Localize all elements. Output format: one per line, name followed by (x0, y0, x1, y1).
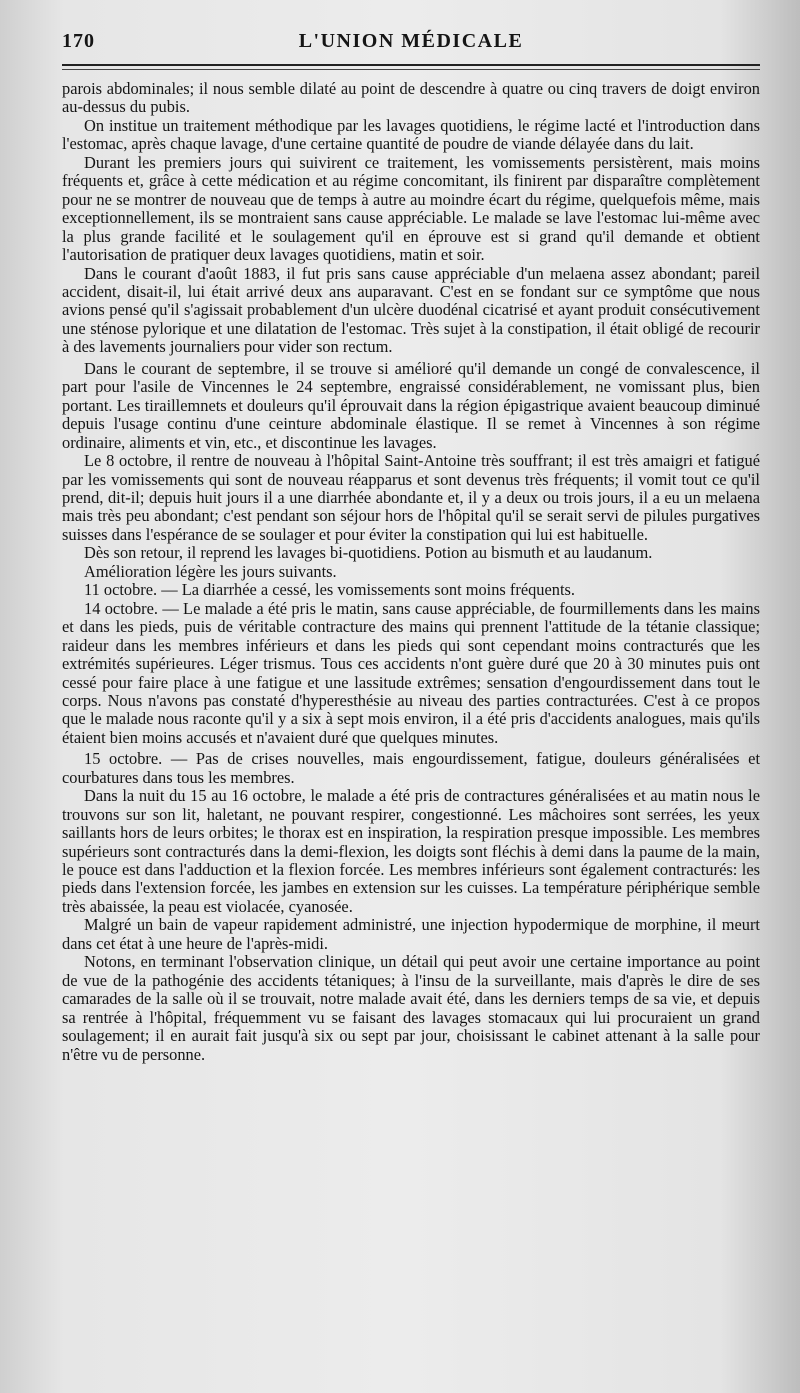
paragraph: Le 8 octobre, il rentre de nouveau à l'hôpital Saint-Antoine très souffrant; il est très amaigri et fatigué par les vomissements qui sont de nouveau réapparus et sont devenus très fréquents; il vomit tout ce qu'il prend, dit-il; depuis huit jours il a une diarrhée abondante et, il y a deux ou trois jours, il a eu un melaena mais très peu abondant; c'est pendant son séjour hors de l'hôpital qu'il se serait servi de pilules purgatives suisses dans l'espérance de se soulager et pour éviter la constipation qui lui est habituelle. (62, 451, 760, 544)
paragraph: parois abdominales; il nous semble dilaté au point de descendre à quatre ou cinq travers de doigt environ au-dessus du pubis. (62, 79, 760, 117)
page-header (62, 28, 760, 62)
header-rule (62, 64, 760, 70)
body-text (62, 80, 760, 1064)
paragraph: On institue un traitement méthodique par les lavages quotidiens, le régime lacté et l'introduction dans l'estomac, après chaque lavage, d'une certaine quantité de poudre de viande délayée dans du lait. (62, 115, 760, 154)
paragraph: 15 octobre. — Pas de crises nouvelles, mais engourdissement, fatigue, douleurs généralisées et courbatures dans tous les membres. (62, 749, 760, 787)
paragraph: Dans le courant de septembre, il se trouve si amélioré qu'il demande un congé de convalescence, il part pour l'asile de Vincennes le 24 septembre, engraissé considérablement, ne vomissant plus, bien portant. Les tiraillemnets et douleurs qu'il éprouvait dans la région épigastrique avaient beaucoup diminué depuis l'usage continu d'une ceinture abdominale élastique. Il se remet à Vincennes à son régime ordinaire, aliments et vin, etc., et discontinue les lavages. (62, 358, 760, 452)
paragraph: Dans la nuit du 15 au 16 octobre, le malade a été pris de contractures généralisées et au matin nous le trouvons sur son lit, haletant, ne pouvant respirer, congestionné. Les mâchoires sont serrées, les yeux saillants hors de leurs orbites; le thorax est en inspiration, la respiration presque impossible. Les membres supérieurs sont contracturés dans la demi-flexion, les doigts sont fléchis à demi dans la paume de la main, le pouce est dans l'adduction et la flexion forcée. Les membres inférieurs sont également contracturés: les pieds dans l'extension forcée, les jambes en extension sur les cuisses. La température périphérique semble très abaissée, la peau est violacée, cyanosée. (62, 786, 760, 916)
paragraph: Amélioration légère les jours suivants. (84, 561, 337, 581)
running-title: L'UNION MÉDICALE (298, 30, 524, 52)
paragraph: Notons, en terminant l'observation clinique, un détail qui peut avoir une certaine importance au point de vue de la pathogénie des accidents tétaniques; à l'insu de la surveillante, mais d'après le dire de ses camarades de la salle où il se trouvait, notre malade avait été, dans les derniers temps de sa vie, et depuis sa rentrée à l'hôpital, fréquemment vu se faisant des lavages stomacaux qui lui procuraient un grand soulagement; il en aurait fait jusqu'à six ou sept par jour, choisissant le cabinet attenant à la salle pour n'être vu de personne. (62, 952, 760, 1064)
page-number: 170 (62, 30, 95, 52)
paragraph: 11 octobre. — La diarrhée a cessé, les vomissements sont moins fréquents. (84, 580, 575, 600)
paragraph: Malgré un bain de vapeur rapidement administré, une injection hypodermique de morphine, il meurt dans cet état à une heure de l'après-midi. (62, 915, 760, 953)
paragraph: Dès son retour, il reprend les lavages bi-quotidiens. Potion au bismuth et au laudanum. (84, 543, 653, 563)
paragraph: Dans le courant d'août 1883, il fut pris sans cause appréciable d'un melaena assez abondant; pareil accident, disait-il, lui était arrivé deux ans auparavant. C'est en se fondant sur ce symptôme que nous avions pensé qu'il s'agissait probablement d'un ulcère duodénal cicatrisé et ayant produit consécutivement une sténose pylorique et une dilatation de l'estomac. Très sujet à la constipation, il était obligé de recourir à des lavements journaliers pour vider son rectum. (62, 263, 760, 357)
paragraph: Durant les premiers jours qui suivirent ce traitement, les vomissements persistèrent, mais moins fréquents et, grâce à cette médication et au régime concomitant, ils finirent par disparaître complètement pour ne se montrer de nouveau que de temps à autre au moindre écart du régime, quelquefois même, mais exceptionnellement, ils se montraient sans cause appréciable. Le malade se lave l'estomac lui-même avec la plus grande facilité et le soulagement qu'il en éprouve est si grand qu'il demande et obtient l'autorisation de pratiquer deux lavages quotidiens, matin et soir. (62, 152, 760, 265)
paragraph: 14 octobre. — Le malade a été pris le matin, sans cause appréciable, de fourmillements dans les mains et dans les pieds, puis de véritable contracture des mains qui prennent l'attitude de la tétanie classique; raideur dans les membres inférieurs et dans les pieds qui sont cependant moins contracturés que les extrémités supérieures. Léger trismus. Tous ces accidents n'ont guère duré que 20 à 30 minutes puis ont cessé pour faire place à une fatigue et une lassitude extrêmes; sensation d'engourdissement dans tout le corps. Nous n'avons pas constaté d'hyperesthésie au niveau des parties contracturées. C'est à ce propos que le malade nous raconte qu'il y a six à sept mois environ, il a été pris d'accidents analogues, mais qu'ils étaient bien moins accusés et n'avaient duré que quelques minutes. (62, 598, 760, 747)
